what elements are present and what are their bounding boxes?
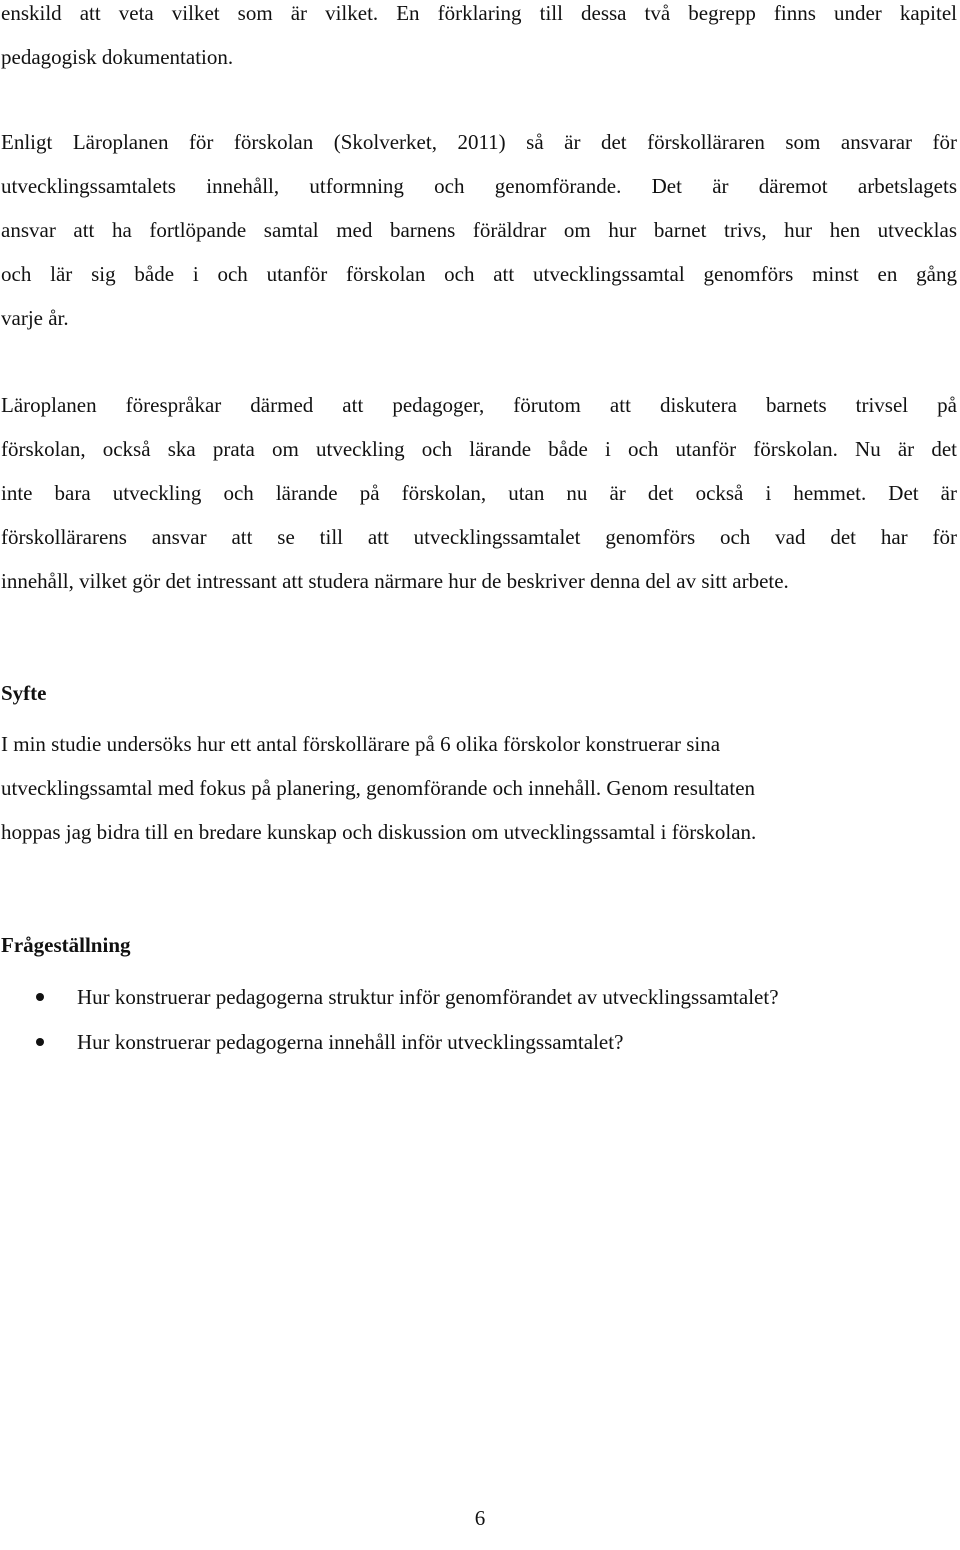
text-line: pedagogisk dokumentation. <box>1 45 234 69</box>
text-line: utvecklingssamtalets innehåll, utformning och genomförande. Det är däremot arbetslagets <box>1 174 957 198</box>
text-line: innehåll, vilket gör det intressant att studera närmare hur de beskriver denna del av sitt arbete. <box>1 569 789 593</box>
text-line: enskild att veta vilket som är vilket. En förklaring till dessa två begrepp finns under kapitel <box>1 1 957 25</box>
text-line: och lär sig både i och utanför förskolan och att utvecklingssamtal genomförs minst en gång <box>1 262 957 286</box>
text-line: Läroplanen förespråkar därmed att pedagoger, förutom att diskutera barnets trivsel på <box>1 393 957 417</box>
section-heading: Syfte <box>1 681 47 705</box>
section-heading: Frågeställning <box>1 933 131 957</box>
text-line: utvecklingssamtal med fokus på planering, genomförande och innehåll. Genom resultaten <box>1 776 756 800</box>
bullet-icon <box>36 993 44 1001</box>
text-line: I min studie undersöks hur ett antal förskollärare på 6 olika förskolor konstruerar sina <box>1 732 721 756</box>
list-item-text: Hur konstruerar pedagogerna struktur inför genomförandet av utvecklingssamtalet? <box>77 985 779 1009</box>
text-line: ansvar att ha fortlöpande samtal med barnens föräldrar om hur barnet trivs, hur hen utvecklas <box>1 218 957 242</box>
list-item-text: Hur konstruerar pedagogerna innehåll inför utvecklingssamtalet? <box>77 1030 624 1054</box>
text-line: Enligt Läroplanen för förskolan (Skolverket, 2011) så är det förskolläraren som ansvarar för <box>1 130 957 154</box>
page-number: 6 <box>474 1506 486 1530</box>
text-line: hoppas jag bidra till en bredare kunskap och diskussion om utvecklingssamtal i förskolan. <box>1 820 757 844</box>
text-line: förskolan, också ska prata om utveckling och lärande både i och utanför förskolan. Nu är det <box>1 437 957 461</box>
text-line: inte bara utveckling och lärande på förskolan, utan nu är det också i hemmet. Det är <box>1 481 957 505</box>
text-line: varje år. <box>1 306 69 330</box>
bullet-icon <box>36 1038 44 1046</box>
text-line: förskollärarens ansvar att se till att utvecklingssamtalet genomförs och vad det har för <box>1 525 957 549</box>
